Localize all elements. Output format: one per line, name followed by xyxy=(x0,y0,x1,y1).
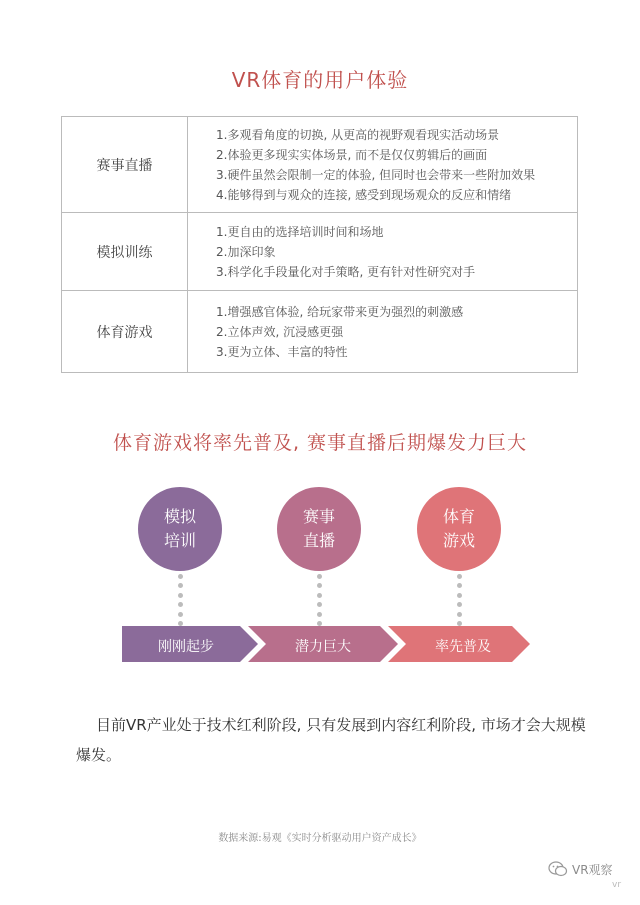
list-item: 3.科学化手段量化对手策略, 更有针对性研究对手 xyxy=(216,264,476,279)
list-item: 2.加深印象 xyxy=(216,244,276,259)
list-item: 2.体验更多现实实体场景, 而不是仅仅剪辑后的画面 xyxy=(216,147,488,162)
list-item: 3.硬件虽然会限制一定的体验, 但同时也会带来一些附加效果 xyxy=(216,167,536,182)
diagram-title: 体育游戏将率先普及, 赛事直播后期爆发力巨大 xyxy=(112,432,528,454)
list-item: 1.增强感官体验, 给玩家带来更为强烈的刺激感 xyxy=(216,304,464,319)
circle-live-broadcast xyxy=(277,487,361,571)
circle-label: 模拟 xyxy=(163,507,196,526)
dotted-connector xyxy=(316,574,322,626)
watermark xyxy=(548,860,613,878)
paragraph-line: 爆发。 xyxy=(76,746,122,764)
corner-mark: vr xyxy=(612,880,622,890)
list-item: 1.更自由的选择培训时间和场地 xyxy=(216,224,384,239)
wechat-icon xyxy=(548,861,568,877)
table-row xyxy=(62,213,578,291)
circle-label: 体育 xyxy=(442,507,475,526)
page-title: VR体育的用户体验 xyxy=(231,68,409,92)
watermark-text: VR观察 xyxy=(572,862,613,877)
row-description xyxy=(188,213,578,291)
list-item: 1.多观看角度的切换, 从更高的视野观看现实活动场景 xyxy=(216,127,500,142)
source-note: 数据来源:易观《实时分析驱动用户资产成长》 xyxy=(218,833,422,844)
list-item: 4.能够得到与观众的连接, 感受到现场观众的反应和情绪 xyxy=(216,187,512,202)
circle-label: 赛事 xyxy=(302,507,335,526)
table-row xyxy=(62,291,578,373)
list-item: 2.立体声效, 沉浸感更强 xyxy=(216,324,344,339)
dotted-connector xyxy=(177,574,183,626)
table-row xyxy=(62,117,578,213)
paragraph-line: 目前VR产业处于技术红利阶段, 只有发展到内容红利阶段, 市场才会大规模 xyxy=(96,716,586,734)
row-description xyxy=(188,117,578,213)
row-category: 赛事直播 xyxy=(62,117,188,213)
circle-label: 培训 xyxy=(163,531,196,550)
experience-table xyxy=(61,116,578,373)
row-description xyxy=(188,291,578,373)
stage-label: 率先普及 xyxy=(435,639,491,655)
circle-sports-games xyxy=(417,487,501,571)
row-category: 体育游戏 xyxy=(62,291,188,373)
dotted-connector xyxy=(456,574,462,626)
body-paragraph xyxy=(76,710,586,770)
stage-label: 潜力巨大 xyxy=(295,639,351,655)
stage-label: 刚刚起步 xyxy=(158,639,214,655)
row-category: 模拟训练 xyxy=(62,213,188,291)
circle-label: 游戏 xyxy=(442,531,475,550)
list-item: 3.更为立体、丰富的特性 xyxy=(216,344,348,359)
circle-simulated-training xyxy=(138,487,222,571)
circle-label: 直播 xyxy=(302,531,335,550)
